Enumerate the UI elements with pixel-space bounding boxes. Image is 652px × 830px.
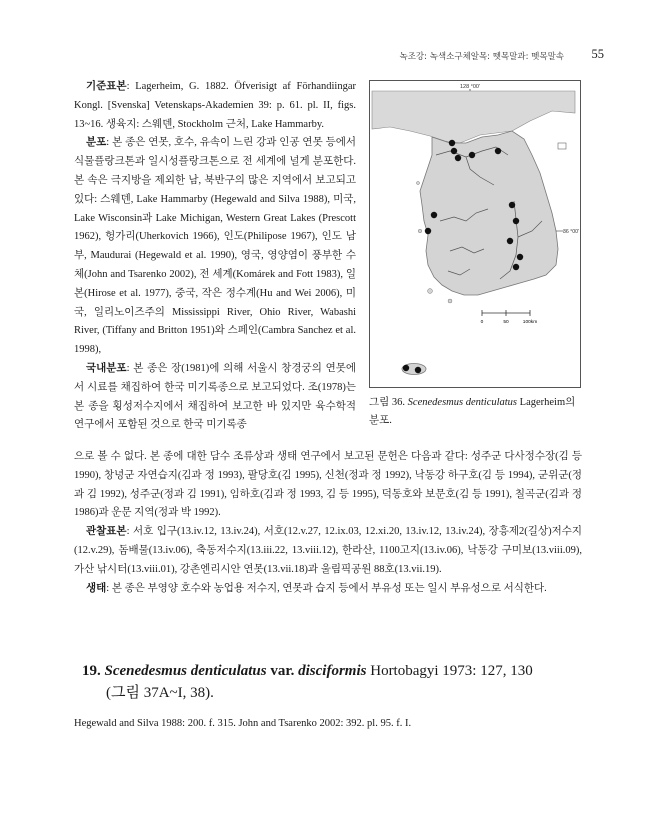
north-land: [372, 91, 575, 143]
scale-label-100: 100km: [522, 320, 538, 325]
continuation-paragraph: 으로 볼 수 없다. 본 종에 대한 담수 조류상과 생태 연구에서 보고된 문헌은 다음과 같다: 성주군 다사정수장(김 등 1990), 창녕군 자연습지(김과 정 1993), 팔당호(김 1995), 신천(정과 정 1992), 낙동강 하구호(김 등 1994), 군위군(정과 김 1992), 성주군(정과 김 1991), 임하호(김과 정 1993, 김 등 1995), 덕동호와 보문호(김 등 1991), 칠곡군(김과 정 1986)과 운문 지역(정과 박 1992).: [74, 451, 582, 519]
caption-species: Scenedesmus denticulatus: [407, 397, 518, 408]
caption-suffix: Lagerheim의 분포.: [369, 397, 576, 426]
section-species: Scenedesmus denticulatus: [104, 663, 267, 679]
korea-map: [370, 81, 580, 387]
type-text: : Lagerheim, G. 1882. Öfverisigt af Förhandiingar Kongl. [Svenska] Vetenskaps-Akademien 39: p. 61. pl. II, figs. 13~16. 생육지: 스웨덴, Stockholm 근처, Lake Hammarby.: [74, 81, 356, 130]
type-label: 기준표본: [86, 81, 127, 92]
domestic-label: 국내분포: [86, 362, 127, 374]
distribution-label: 분포: [86, 137, 107, 149]
south-korea-land: [420, 131, 558, 295]
references-line: Hegewald and Silva 1988: 200. f. 315. John and Tsarenko 2002: 392. pl. 95. f. I.: [74, 718, 412, 729]
section-number: 19.: [82, 663, 101, 679]
ecology-paragraph: [74, 580, 582, 599]
site-dot: [507, 238, 513, 244]
site-dot: [455, 155, 461, 161]
distribution-text: : 본 종은 연못, 호수, 유속이 느린 강과 인공 연못 등에서 식물플랑크톤과 일시성플랑크톤으로 전 세계에 널게 분포한다. 본 속은 극지방을 제외한 남, 북반구의 많은 지역에서 보고되고 있다: 스웨덴, Lake Hammarby (Hegewald and Silva 1988), 미국, Lake Wisconsin과 Lake Michigan, Western Great Lakes (Prescott 1962), 헝가리(Uherkovich 1966), 인도(Philipose 1967), 인도 남부, Maudurai (Hegewald et al. 1990), 영국, 영양염이 풍부한 수체(John and Tsarenko 2002), 전 세계(Komárek and Fott 1983), 일본(Hirose et al. 1977), 중국, 작은 정수계(Hu and Wei 2006), 미국, 일리노이즈주의 Mississippi River, Ohio River, Wabashi River, (Tiffany and Britton 1951)와 스페인(Cambra Sanchez et al. 1998),: [74, 137, 356, 356]
ecology-label: 생태: [86, 582, 107, 594]
section-variety: disciformis: [298, 663, 367, 679]
distribution-map-figure: [369, 80, 581, 388]
scale-bar: [481, 310, 538, 325]
site-dot: [425, 228, 431, 234]
site-dot: [403, 365, 409, 371]
domestic-text: : 본 종은 장(1981)에 의해 서울시 창경궁의 연못에서 시료를 채집하여 한국 미기록종으로 보고되었다. 조(1978)는 본 종을 횡성저수지에서 채집하여 보고한 바 있지만 육수학적 연구에서 포함된 것으로 한국 미기록종: [74, 362, 356, 431]
running-head: 녹조강: 녹색소구체알목: 뗏목말과: 뗏목말속: [399, 52, 564, 62]
left-text-column: [74, 78, 356, 435]
domestic-distribution-paragraph: [74, 360, 356, 435]
ulleung-island: [558, 143, 566, 149]
caption-prefix: 그림 36.: [369, 397, 406, 408]
site-dot: [451, 148, 457, 154]
site-dot: [431, 212, 437, 218]
map-right-label: 36 °00': [563, 229, 580, 235]
section-author: Hortobagyi 1973: 127, 130: [370, 663, 533, 679]
scale-label-50: 50: [503, 320, 509, 325]
figure-caption: [369, 394, 581, 430]
site-dot: [513, 218, 519, 224]
site-dot: [469, 152, 475, 158]
site-dot: [509, 202, 515, 208]
observed-label: 관찰표본: [86, 526, 127, 538]
observed-specimens-paragraph: [74, 523, 582, 579]
site-dot: [495, 148, 501, 154]
map-top-label: 128 °00': [459, 84, 481, 90]
scale-label-0: 0: [480, 320, 484, 325]
site-dot: [415, 367, 421, 373]
type-specimen-paragraph: [74, 78, 356, 134]
distribution-paragraph: [74, 134, 356, 360]
section-var-label: var.: [270, 663, 295, 679]
full-width-text: [74, 448, 582, 598]
site-dot: [449, 140, 455, 146]
page-number: 55: [591, 47, 604, 61]
page-header: [0, 46, 652, 66]
site-dot: [517, 254, 523, 260]
ecology-text: : 본 종은 부영양 호수와 농업용 저수지, 연못과 습지 등에서 부유성 또는 일시 부유성으로 서식한다.: [106, 582, 547, 594]
site-dot: [513, 264, 519, 270]
section-heading: [82, 660, 582, 704]
section-figure-ref: (그림 37A~I, 38).: [106, 685, 214, 701]
observed-text: : 서호 입구(13.iv.12, 13.iv.24), 서호(12.v.27, 12.ix.03, 12.xi.20, 13.iv.12, 13.iv.24), 장흥제2(길상)저수지(12.v.29), 돔배물(13.iv.06), 축동저수지(13.iii.22, 13.viii.12), 한라산, 1100고지(13.iv.06), 낙동강 구미보(13.viii.09), 가산 낚시터(13.viii.01), 강촌엔리시안 연못(13.vii.18)과 울림픽공원 88호(13.vii.19).: [74, 526, 582, 575]
